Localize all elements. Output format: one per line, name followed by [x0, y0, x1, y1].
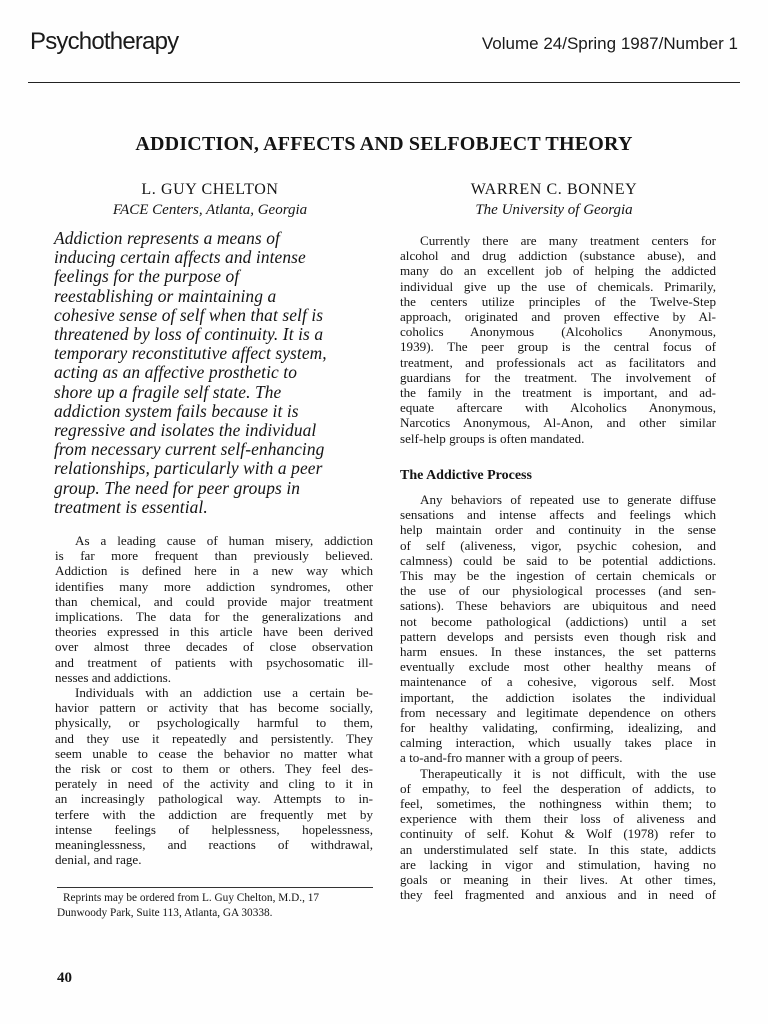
text-line: and they use it repeatedly and persistently. They [55, 730, 373, 746]
abstract-line: acting as an affective prosthetic to [54, 362, 297, 383]
text-line: the use of our physiological processes (and sen- [400, 583, 716, 599]
text-line: and treatment of patients with psychosomatic ill- [55, 654, 373, 670]
running-header [30, 28, 738, 68]
text-line: the family in the treatment is important, and ad- [400, 385, 716, 401]
text-line: physically, or psychologically harmful to them, [55, 715, 373, 731]
text-line: eventually exclude most other healthy means of [400, 659, 716, 675]
text-line: is far more frequent than previously believed. [55, 548, 373, 564]
text-line: harm ensues. In these instances, the set patterns [400, 644, 716, 660]
text-line: are lacking in vigor and stimulation, having no [400, 856, 716, 872]
abstract-line: group. The need for peer groups in [54, 477, 301, 498]
footnote-rule [57, 887, 373, 888]
text-line: sensations and intense affects and feelings which [400, 507, 716, 523]
text-line: Individuals with an addiction use a certain be- [75, 685, 373, 701]
abstract-line: from necessary current self-enhancing [54, 439, 325, 460]
article-title: ADDICTION, AFFECTS AND SELFOBJECT THEORY [135, 133, 633, 155]
text-line: terfere with the addiction are frequently met by [55, 806, 373, 822]
text-line: a to-and-fro manner with a group of peers. [400, 750, 623, 766]
abstract-line: addiction system fails because it is [54, 400, 299, 421]
text-line: experience with them their loss of aliveness and [400, 811, 716, 827]
text-line: perately in need of the activity and cling to it in [55, 776, 373, 792]
text-line: feel, sometimes, the nothingness within them; to [400, 796, 716, 812]
text-line: denial, and rage. [55, 852, 142, 868]
abstract-line: threatened by loss of continuity. It is a [54, 324, 324, 345]
abstract-line: treatment is essential. [54, 496, 208, 517]
text-line: Any behaviors of repeated use to generate diffuse [420, 492, 716, 507]
text-line: sations). These behaviors are ubiquitous and need [400, 598, 716, 614]
author-block-1 [45, 180, 375, 220]
footnote-line: Reprints may be ordered from L. Guy Chelton, M.D., 17 [63, 892, 320, 904]
text-line: maintenance of a cohesive, vigorous self. Most [400, 674, 716, 690]
text-line: from necessary and legitimate dependence on others [400, 704, 716, 720]
author-affiliation: The University of Georgia [475, 202, 633, 218]
abstract-line: regressive and isolates the individual [54, 420, 317, 441]
text-line: 1939). The peer group is the central focus of [400, 339, 716, 355]
text-line: goals or meaning in their lives. At other times, [400, 872, 716, 888]
text-line: coholics Anonymous (Alcoholics Anonymous, [400, 324, 716, 340]
text-line: many do an excellent job of helping the addicted [400, 263, 716, 279]
text-line: self-help groups is often mandated. [400, 430, 585, 446]
text-line: over almost three decades of close observation [55, 639, 373, 655]
text-line: intense feelings of helplessness, hopelessness, [55, 821, 373, 837]
abstract [54, 229, 374, 517]
text-line: calming interaction, which usually takes place in [400, 735, 716, 751]
text-line: the risk or cost to them or others. They feel des- [55, 761, 373, 777]
text-line: for healthy validating, confirming, idealizing, and [400, 720, 716, 736]
text-line: havior pattern or activity that has become socially, [55, 700, 373, 716]
text-line: pattern develops and persists even though risk and [400, 628, 716, 644]
abstract-line: reestablishing or maintaining a [54, 285, 277, 306]
text-line: not become pathological (addictions) until a set [400, 613, 716, 629]
text-line: approach, originated and proven effective by Al- [400, 309, 716, 325]
abstract-line: temporary reconstitutive affect system, [54, 343, 327, 364]
text-line: Currently there are many treatment centers for [420, 233, 716, 248]
body-left-column [55, 533, 373, 867]
text-line: of self (aliveness, vigor, psychic cohesion, and [400, 537, 716, 553]
text-line: As a leading cause of human misery, addiction [75, 533, 373, 548]
text-line: calmness) could be said to be potential addictions. [400, 552, 716, 568]
text-line: theories expressed in this article have been derived [55, 624, 373, 640]
text-line: Addiction is defined here in a new way which [55, 563, 373, 579]
text-line: an increasingly pathological way. Attempts to in- [55, 791, 373, 807]
text-line: alcohol and drug addiction (substance abuse), and [400, 248, 716, 264]
footnote-line: Dunwoody Park, Suite 113, Atlanta, GA 30338. [57, 907, 273, 919]
text-line: Therapeutically it is not difficult, with the use [420, 765, 716, 781]
text-line: treatment, and professionals act as facilitators and [400, 354, 716, 370]
abstract-line: feelings for the purpose of [54, 266, 240, 287]
text-line: important, the addiction isolates the individual [400, 689, 716, 705]
footnote [57, 891, 373, 921]
section-heading: The Addictive Process [400, 468, 532, 483]
abstract-line: inducing certain affects and intense [54, 247, 306, 268]
text-line: identifies many more addiction syndromes, other [55, 578, 373, 594]
author-block-2 [389, 180, 719, 220]
text-line: of empathy, to feel the desperation of addicts, to [400, 780, 716, 796]
body-right-column-section [400, 492, 716, 902]
abstract-line: shore up a fragile self state. The [54, 381, 282, 402]
author-name: L. GUY CHELTON [141, 181, 279, 198]
text-line: they feel fragmented and anxious and in need of [400, 887, 716, 903]
text-line: meaninglessness, and reactions of withdrawal, [55, 837, 373, 853]
text-line: equate aftercare with Alcoholics Anonymous, [400, 400, 716, 416]
text-line: individual give up the use of chemicals. Primarily, [400, 278, 716, 294]
text-line: an understimulated self state. In this state, addicts [400, 841, 716, 857]
text-line: nesses and addictions. [55, 669, 172, 685]
text-line: Narcotics Anonymous, Al-Anon, and other similar [400, 415, 716, 431]
body-right-column-intro [400, 233, 716, 446]
abstract-line: cohesive sense of self when that self is [54, 304, 324, 325]
page-number: 40 [57, 970, 72, 986]
text-line: help maintain order and continuity in the sense [400, 522, 716, 538]
text-line: the centers utilize principles of the Twelve-Step [400, 293, 716, 309]
journal-name: Psychotherapy [30, 28, 179, 55]
text-line: implications. The data for the generalizations and [55, 609, 373, 625]
text-line: than chemical, and could provide major treatment [55, 593, 373, 609]
text-line: seem unable to cease the behavior no matter what [55, 745, 373, 761]
abstract-line: Addiction represents a means of [54, 228, 280, 248]
issue-info: Volume 24/Spring 1987/Number 1 [481, 34, 738, 53]
text-line: guardians for the treatment. The involvement of [400, 369, 716, 385]
abstract-line: relationships, particularly with a peer [54, 458, 323, 479]
header-rule [28, 82, 740, 83]
text-line: This may be the ingestion of certain chemicals or [400, 568, 716, 584]
text-line: continuity of self. Kohut & Wolf (1978) refer to [400, 826, 716, 842]
author-affiliation: FACE Centers, Atlanta, Georgia [112, 202, 308, 218]
author-name: WARREN C. BONNEY [470, 181, 638, 198]
